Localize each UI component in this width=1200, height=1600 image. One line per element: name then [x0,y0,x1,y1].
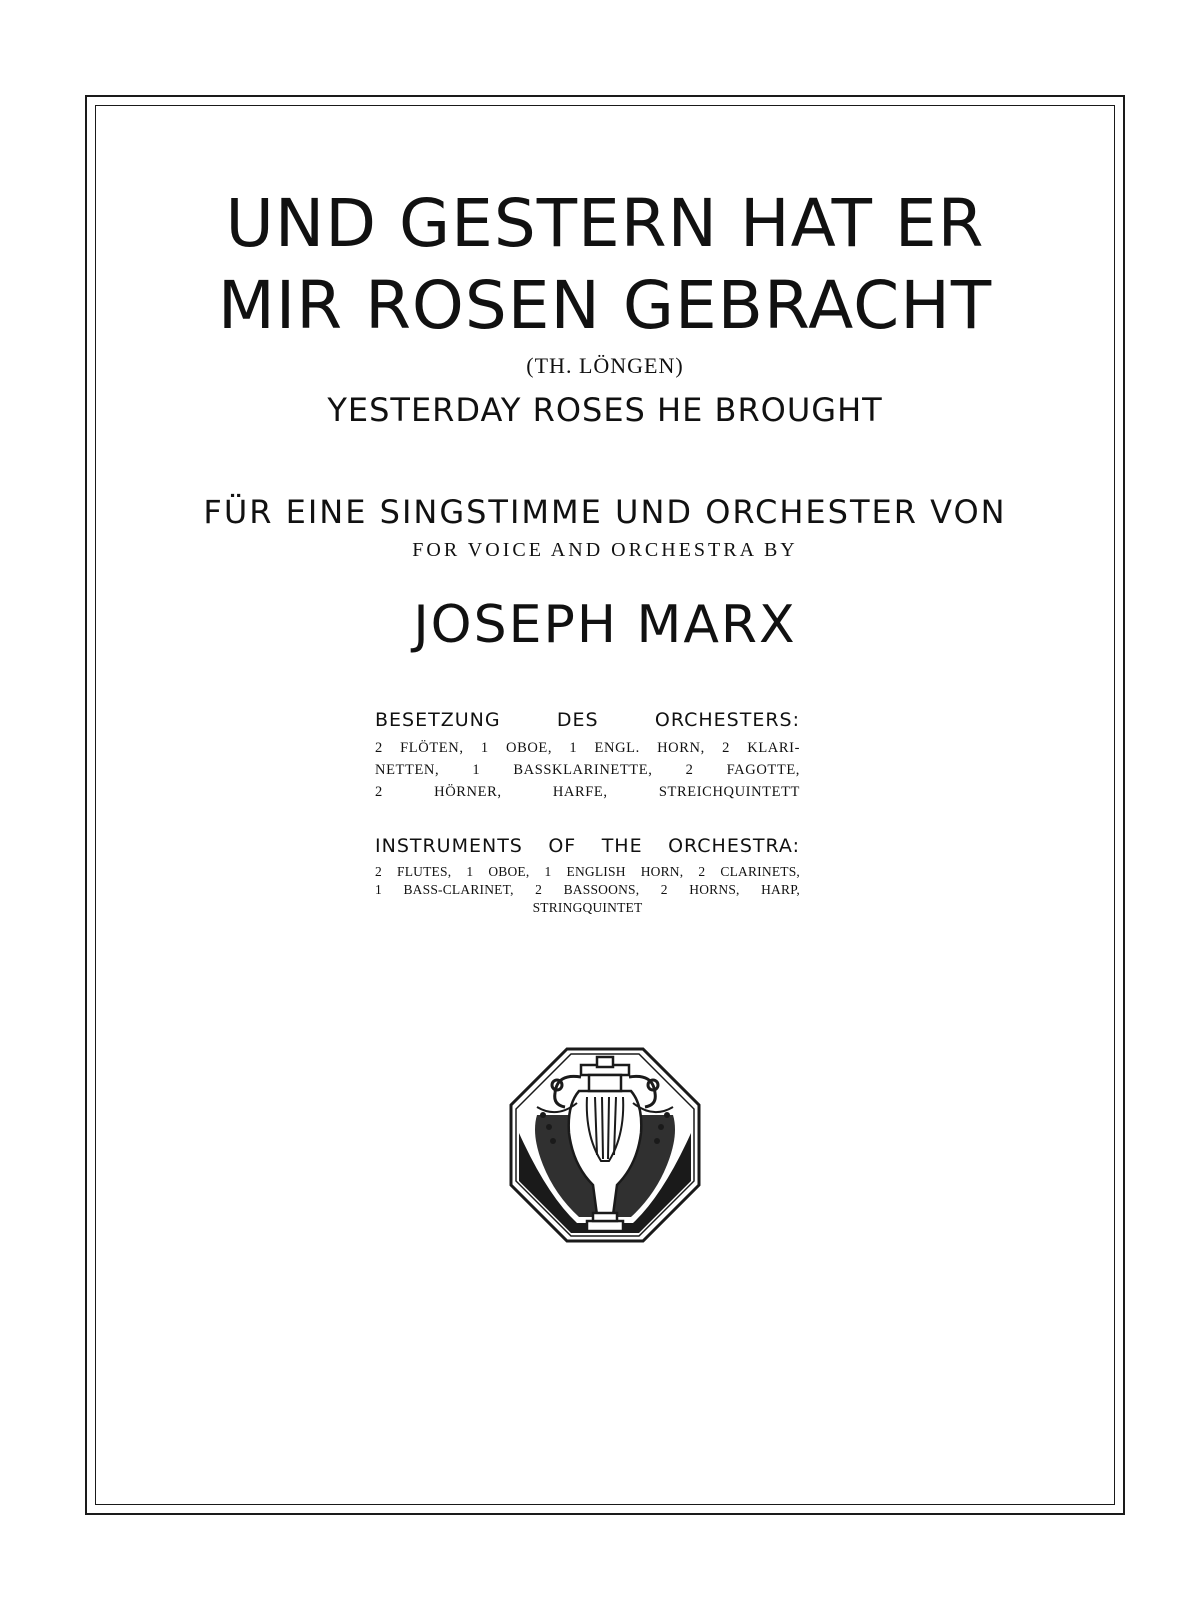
orchestration-german-line: NETTEN, 1 BASSKLARINETTE, 2 FAGOTTE, [375,762,800,778]
orchestration-english-line: 1 BASS-CLARINET, 2 BASSOONS, 2 HORNS, HARP, [375,882,800,897]
title-english: YESTERDAY ROSES HE BROUGHT [327,391,883,429]
composer-name: JOSEPH MARX [413,595,797,655]
orchestration-english-line: 2 FLUTES, 1 OBOE, 1 ENGLISH HORN, 2 CLARINETS, [375,864,800,879]
orchestration-english-heading: INSTRUMENTS OF THE ORCHESTRA: [375,835,800,857]
subtitle-german: FÜR EINE SINGSTIMME UND ORCHESTER VON [203,493,1007,531]
lyre-vase-emblem-icon [507,1045,703,1245]
orchestration-german-line: 2 FLÖTEN, 1 OBOE, 1 ENGL. HORN, 2 KLARI- [375,740,800,756]
orchestration-english [375,835,800,917]
orchestration-german [375,709,800,803]
subtitle-english: FOR VOICE AND ORCHESTRA BY [412,539,798,561]
orchestration-english-line: STRINGQUINTET [532,900,643,915]
title-page [95,105,1115,1505]
lyricist: (TH. LÖNGEN) [526,353,684,378]
title-line-1: UND GESTERN HAT ER [225,185,985,262]
orchestration-german-heading: BESETZUNG DES ORCHESTERS: [375,709,800,731]
title-line-2: MIR ROSEN GEBRACHT [217,267,993,344]
orchestration-german-line: 2 HÖRNER, HARFE, STREICHQUINTETT [375,784,800,800]
